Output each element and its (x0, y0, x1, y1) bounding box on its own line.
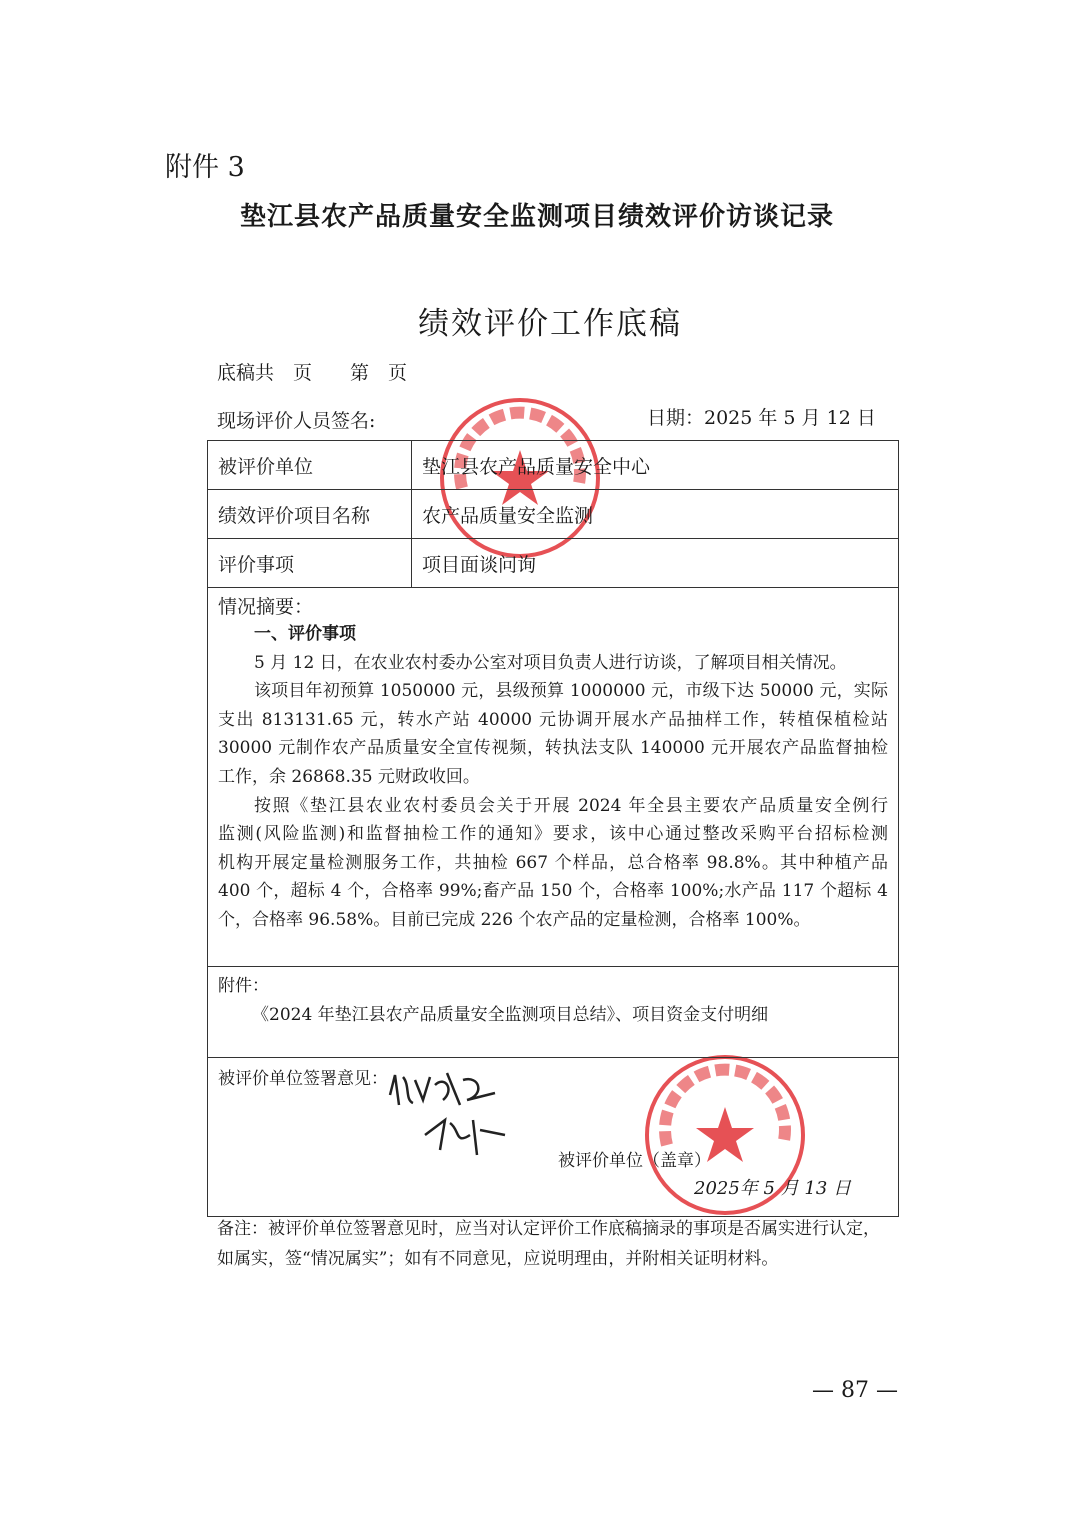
note-line: 备注：被评价单位签署意见时，应当对认定评价工作底稿摘录的事项是否属实进行认定， (217, 1219, 880, 1239)
summary-line: 支出 813131.65 元，转水产站 40000 元协调开展水产品抽样工作，转植保植检站 (218, 709, 888, 730)
summary-line: 监测(风险监测)和监督抽检工作的通知》要求，该中心通过整改采购平台招标检测 (218, 824, 888, 845)
row-value: 垫江县农产品质量安全中心 (412, 441, 899, 490)
note-line: 如属实，签“情况属实”；如有不同意见，应说明理由，并附相关证明材料。 (217, 1249, 779, 1269)
annex-label: 附件 3 (165, 152, 245, 183)
row-label: 评价事项 (208, 539, 412, 588)
evaluator-sign-label: 现场评价人员签名: (217, 410, 376, 432)
row-value: 项目面谈问询 (412, 539, 899, 588)
seal-date: 2025年 5 月 13 日 (694, 1178, 852, 1199)
summary-line: 个，合格率 96.58%。目前已完成 226 个农产品的定量检测，合格率 100%。 (218, 909, 811, 930)
date-label: 日期：2025 年 5 月 12 日 (647, 407, 876, 429)
table-row (208, 490, 899, 539)
table-row (208, 441, 899, 490)
row-label: 被评价单位 (208, 441, 412, 490)
summary-cell (208, 588, 899, 967)
summary-line: 机构开展定量检测服务工作，共抽检 667 个样品，总合格率 98.8%。其中种植产品 (218, 852, 888, 873)
opinion-cell (208, 1058, 899, 1217)
form-title: 绩效评价工作底稿 (418, 306, 682, 342)
seal-label: 被评价单位（盖章） (558, 1151, 711, 1171)
summary-line: 按照《垫江县农业农村委员会关于开展 2024 年全县主要农产品质量安全例行 (254, 795, 888, 816)
summary-body (218, 649, 888, 935)
summary-line: 该项目年初预算 1050000 元，县级预算 1000000 元，市级下达 50000 元，实际 (254, 681, 888, 702)
summary-line: 工作，余 26868.35 元财政收回。 (218, 766, 480, 787)
evaluation-table (207, 440, 899, 1217)
page-number: — 87 — (812, 1378, 898, 1403)
opinion-label: 被评价单位签署意见： (218, 1069, 388, 1089)
summary-heading: 一、评价事项 (254, 624, 356, 644)
table-row (208, 539, 899, 588)
attachment-cell (208, 967, 899, 1058)
attachment-label: 附件： (218, 976, 269, 996)
row-label: 绩效评价项目名称 (208, 490, 412, 539)
summary-label: 情况摘要： (218, 596, 314, 618)
draft-pages: 底稿共 页 第 页 (217, 362, 408, 384)
summary-line: 400 个，超标 4 个，合格率 99%;畜产品 150 个，合格率 100%;水产品 117 个超标 4 (218, 881, 888, 902)
document-title: 垫江县农产品质量安全监测项目绩效评价访谈记录 (239, 202, 834, 232)
attachment-text: 《2024 年垫江县农产品质量安全监测项目总结》、项目资金支付明细 (252, 1005, 769, 1025)
summary-line: 30000 元制作农产品质量安全宣传视频，转执法支队 140000 元开展农产品监督抽检 (218, 738, 888, 759)
row-value: 农产品质量安全监测 (412, 490, 899, 539)
summary-line: 5 月 12 日，在农业农村委办公室对项目负责人进行访谈，了解项目相关情况。 (254, 652, 847, 673)
